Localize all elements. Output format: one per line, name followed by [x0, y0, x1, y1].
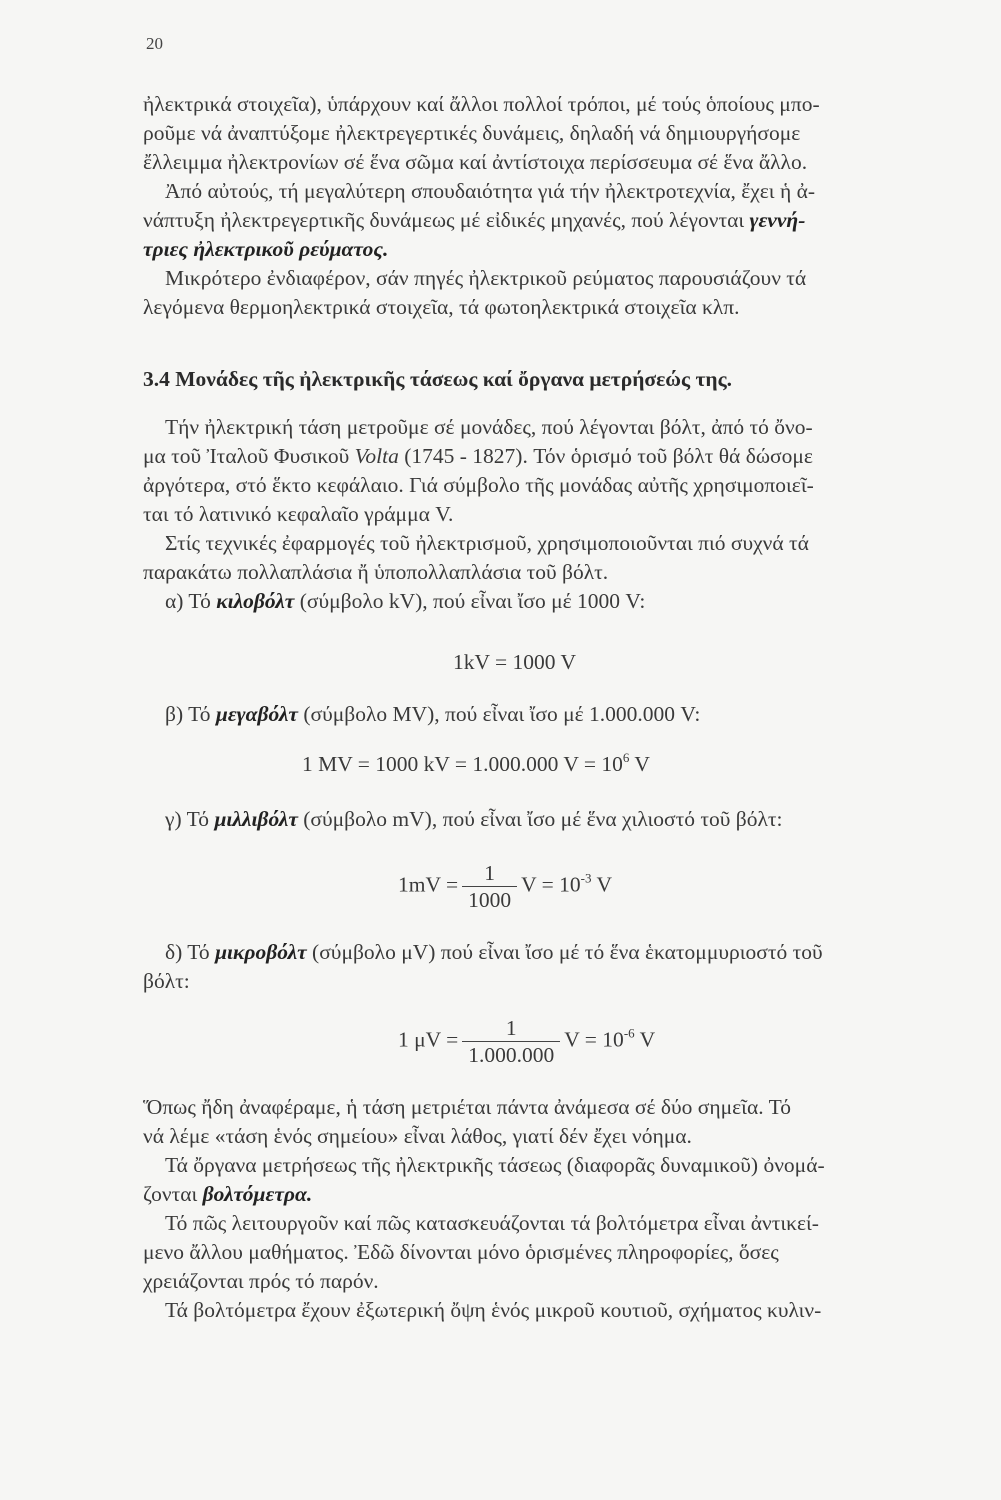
- text-line: [143, 442, 955, 471]
- term-millivolt: μιλλιβόλτ: [214, 807, 298, 831]
- text-line: Μικρότερο ἐνδιαφέρον, σάν πηγές ἠλεκτρικοῦ ρεύματος παρουσιάζουν τά: [165, 266, 807, 290]
- text-span: μα τοῦ Ἰταλοῦ Φυσικοῦ: [143, 444, 350, 468]
- item-b: [143, 700, 955, 729]
- unit: V: [629, 752, 650, 776]
- text-line: Ὅπως ἤδη ἀναφέραμε, ἡ τάση μετριέται πάντα ἀνάμεσα σέ δύο σημεῖα. Τό: [143, 1095, 791, 1119]
- item-a: [143, 587, 955, 616]
- fraction: [462, 1015, 560, 1068]
- fraction: [462, 860, 517, 913]
- text-span: (σύμβολο mV), πού εἶναι ἴσο μέ ἕνα χιλιοστό τοῦ βόλτ:: [303, 807, 783, 831]
- text-span: (1745 - 1827). Τόν ὁρισμό τοῦ βόλτ θά δώσομε: [404, 444, 813, 468]
- text-line: βόλτ:: [143, 969, 190, 993]
- equation-lhs: 1mV =: [398, 872, 459, 897]
- text-line: ροῦμε νά ἀναπτύξομε ἠλεκτρεγερτικές δυνάμεις, δηλαδή νά δημιουργήσομε: [143, 121, 801, 145]
- exponent: -3: [580, 870, 592, 886]
- text-span: α) Τό: [165, 589, 211, 613]
- text-line: Τά βολτόμετρα ἔχουν ἐξωτερική ὄψη ἑνός μικροῦ κουτιοῦ, σχήματος κυλιν-: [165, 1298, 822, 1322]
- text-line: Στίς τεχνικές ἐφαρμογές τοῦ ἠλεκτρισμοῦ, χρησιμοποιοῦνται πιό συχνά τά: [165, 531, 809, 555]
- unit: V: [591, 872, 612, 897]
- equation-lhs: 1 μV =: [398, 1027, 459, 1052]
- text-line: Τήν ἠλεκτρική τάση μετροῦμε σέ μονάδες, πού λέγονται βόλτ, ἀπό τό ὄνο-: [165, 415, 813, 439]
- text-line: ἀργότερα, στό ἕκτο κεφάλαιο. Γιά σύμβολο τῆς μονάδας αὐτῆς χρησιμοποιεῖ-: [143, 473, 814, 497]
- exponent: 6: [622, 750, 630, 765]
- text-span: νάπτυξη ἠλεκτρεγερτικῆς δυνάμεως μέ εἰδικές μηχανές, πού λέγονται: [143, 208, 745, 232]
- term-voltmeters: βολτόμετρα.: [202, 1182, 313, 1206]
- equation-millivolt: [398, 860, 612, 913]
- item-d: [143, 938, 955, 996]
- numerator: 1: [462, 860, 517, 887]
- text-span: (σύμβολο kV), πού εἶναι ἴσο μέ 1000 V:: [299, 589, 646, 613]
- paragraph-block-1: [143, 90, 955, 322]
- paragraph-block-3: [143, 1093, 955, 1325]
- text-line: νά λέμε «τάση ἑνός σημείου» εἶναι λάθος, γιατί δέν ἔχει νόημα.: [143, 1124, 692, 1148]
- term-microvolt: μικροβόλτ: [215, 940, 307, 964]
- unit: V: [634, 1027, 656, 1052]
- equation-text: 1 MV = 1000 kV = 1.000.000 V = 10: [302, 752, 623, 776]
- text-span: (σύμβολο μV) πού εἶναι ἴσο μέ τό ἕνα ἑκατομμυριοστό τοῦ: [312, 940, 823, 964]
- text-line: [143, 805, 955, 834]
- text-line: [143, 1180, 955, 1209]
- equation-kilovolt: 1kV = 1000 V: [453, 650, 577, 674]
- denominator: 1000: [468, 888, 512, 912]
- equation-megavolt: [302, 752, 650, 777]
- numerator: 1: [462, 1015, 560, 1042]
- text-span: β) Τό: [165, 702, 211, 726]
- text-span: δ) Τό: [165, 940, 210, 964]
- paragraph-block-2: [143, 413, 955, 616]
- text-line: [143, 206, 955, 235]
- text-line: ται τό λατινικό κεφαλαῖο γράμμα V.: [143, 502, 454, 526]
- term-generators-cont: τριες ἠλεκτρικοῦ ρεύματος.: [143, 237, 389, 261]
- text-line: λεγόμενα θερμοηλεκτρικά στοιχεῖα, τά φωτοηλεκτρικά στοιχεῖα κλπ.: [143, 295, 740, 319]
- denominator: 1.000.000: [468, 1043, 555, 1067]
- section-heading: 3.4 Μονάδες τῆς ἠλεκτρικῆς τάσεως καί ὄργανα μετρήσεώς της.: [143, 367, 733, 391]
- text-line: Τά ὄργανα μετρήσεως τῆς ἠλεκτρικῆς τάσεως (διαφορᾶς δυναμικοῦ) ὀνομά-: [165, 1153, 825, 1177]
- exponent: -6: [623, 1025, 635, 1041]
- text-line: [143, 700, 955, 729]
- text-line: [143, 938, 955, 967]
- equation-microvolt: [398, 1015, 655, 1068]
- text-line: μενο ἄλλου μαθήματος. Ἐδῶ δίνονται μόνο ὁρισμένες πληροφορίες, ὅσες: [143, 1240, 779, 1264]
- text-line: ἠλεκτρικά στοιχεῖα), ὑπάρχουν καί ἄλλοι πολλοί τρόποι, μέ τούς ὁποίους μπο-: [143, 92, 820, 116]
- term-megavolt: μεγαβόλτ: [215, 702, 298, 726]
- text-span: ζονται: [143, 1182, 198, 1206]
- term-generators: γεννή-: [749, 208, 806, 232]
- page-number: 20: [146, 34, 163, 53]
- text-line: Ἀπό αὐτούς, τή μεγαλύτερη σπουδαιότητα γιά τήν ἠλεκτροτεχνία, ἔχει ἡ ἀ-: [165, 179, 816, 203]
- equation-rhs: V = 10: [564, 1027, 624, 1052]
- text-line: παρακάτω πολλαπλάσια ἤ ὑποπολλαπλάσια τοῦ βόλτ.: [143, 560, 609, 584]
- text-line: χρειάζονται πρός τό παρόν.: [143, 1269, 379, 1293]
- volta-name: Volta: [354, 444, 399, 468]
- equation-rhs: V = 10: [521, 872, 581, 897]
- text-span: γ) Τό: [165, 807, 210, 831]
- text-line: [143, 235, 955, 264]
- text-span: (σύμβολο MV), πού εἶναι ἴσο μέ 1.000.000 V:: [303, 702, 701, 726]
- item-c: [143, 805, 955, 834]
- term-kilovolt: κιλοβόλτ: [216, 589, 295, 613]
- text-line: Τό πῶς λειτουργοῦν καί πῶς κατασκευάζονται τά βολτόμετρα εἶναι ἀντικεί-: [165, 1211, 819, 1235]
- text-line: ἔλλειμμα ἠλεκτρονίων σέ ἕνα σῶμα καί ἀντίστοιχα περίσσευμα σέ ἕνα ἄλλο.: [143, 150, 808, 174]
